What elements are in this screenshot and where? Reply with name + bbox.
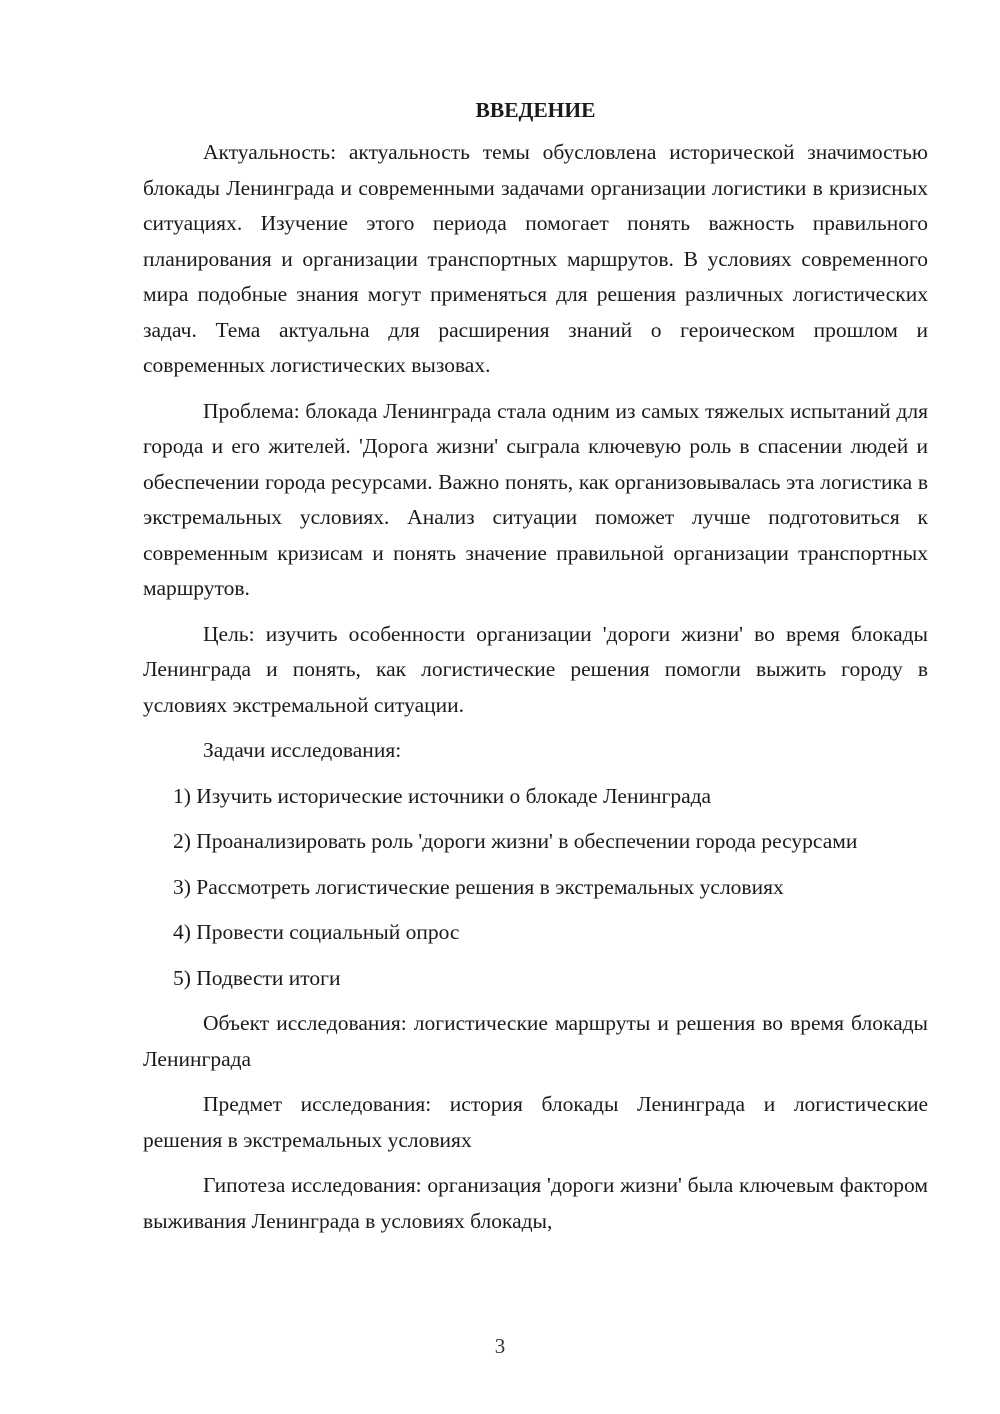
task-item: 4) Провести социальный опрос xyxy=(173,920,460,944)
goal-paragraph: Цель: изучить особенности организации 'дороги жизни' во время блокады Ленинграда и понять, как логистические решения помогли выжить городу в условиях экстремальной ситуации. xyxy=(143,621,928,717)
task-item: 3) Рассмотреть логистические решения в экстремальных условиях xyxy=(173,874,784,899)
subject-paragraph: Предмет исследования: история блокады Ленинграда и логистические решения в экстремальных условиях xyxy=(143,1092,928,1152)
page-number: 3 xyxy=(494,1334,506,1358)
task-item: 5) Подвести итоги xyxy=(173,965,341,990)
task-item: 1) Изучить исторические источники о блокаде Ленинграда xyxy=(173,783,712,808)
problem-paragraph: Проблема: блокада Ленинграда стала одним из самых тяжелых испытаний для города и его жителей. 'Дорога жизни' сыграла ключевую роль в спасении людей и обеспечении города ресурсами. Важно понять, как организовывалась эта логистика в экстремальных условиях. Анализ ситуации поможет лучше подготовиться к современным кризисам и понять значение правильной организации транспортных маршрутов. xyxy=(143,398,928,600)
task-item: 2) Проанализировать роль 'дороги жизни' в обеспечении города ресурсами xyxy=(173,829,858,853)
relevance-paragraph: Актуальность: актуальность темы обусловлена исторической значимостью блокады Ленинграда и современными задачами организации логистики в кризисных ситуациях. Изучение этого периода помогает понять важность правильного планирования и организации транспортных маршрутов. В условиях современного мира подобные знания могут применяться для решения различных логистических задач. Тема актуальна для расширения знаний о героическом прошлом и современных логистических вызовах. xyxy=(143,140,928,377)
object-paragraph: Объект исследования: логистические маршруты и решения во время блокады Ленинграда xyxy=(143,1011,928,1071)
page-content xyxy=(143,95,928,1249)
hypothesis-paragraph: Гипотеза исследования: организация 'дороги жизни' была ключевым фактором выживания Ленинграда в условиях блокады, xyxy=(143,1173,928,1233)
tasks-intro: Задачи исследования: xyxy=(203,738,402,762)
section-heading: ВВЕДЕНИЕ xyxy=(475,98,596,122)
